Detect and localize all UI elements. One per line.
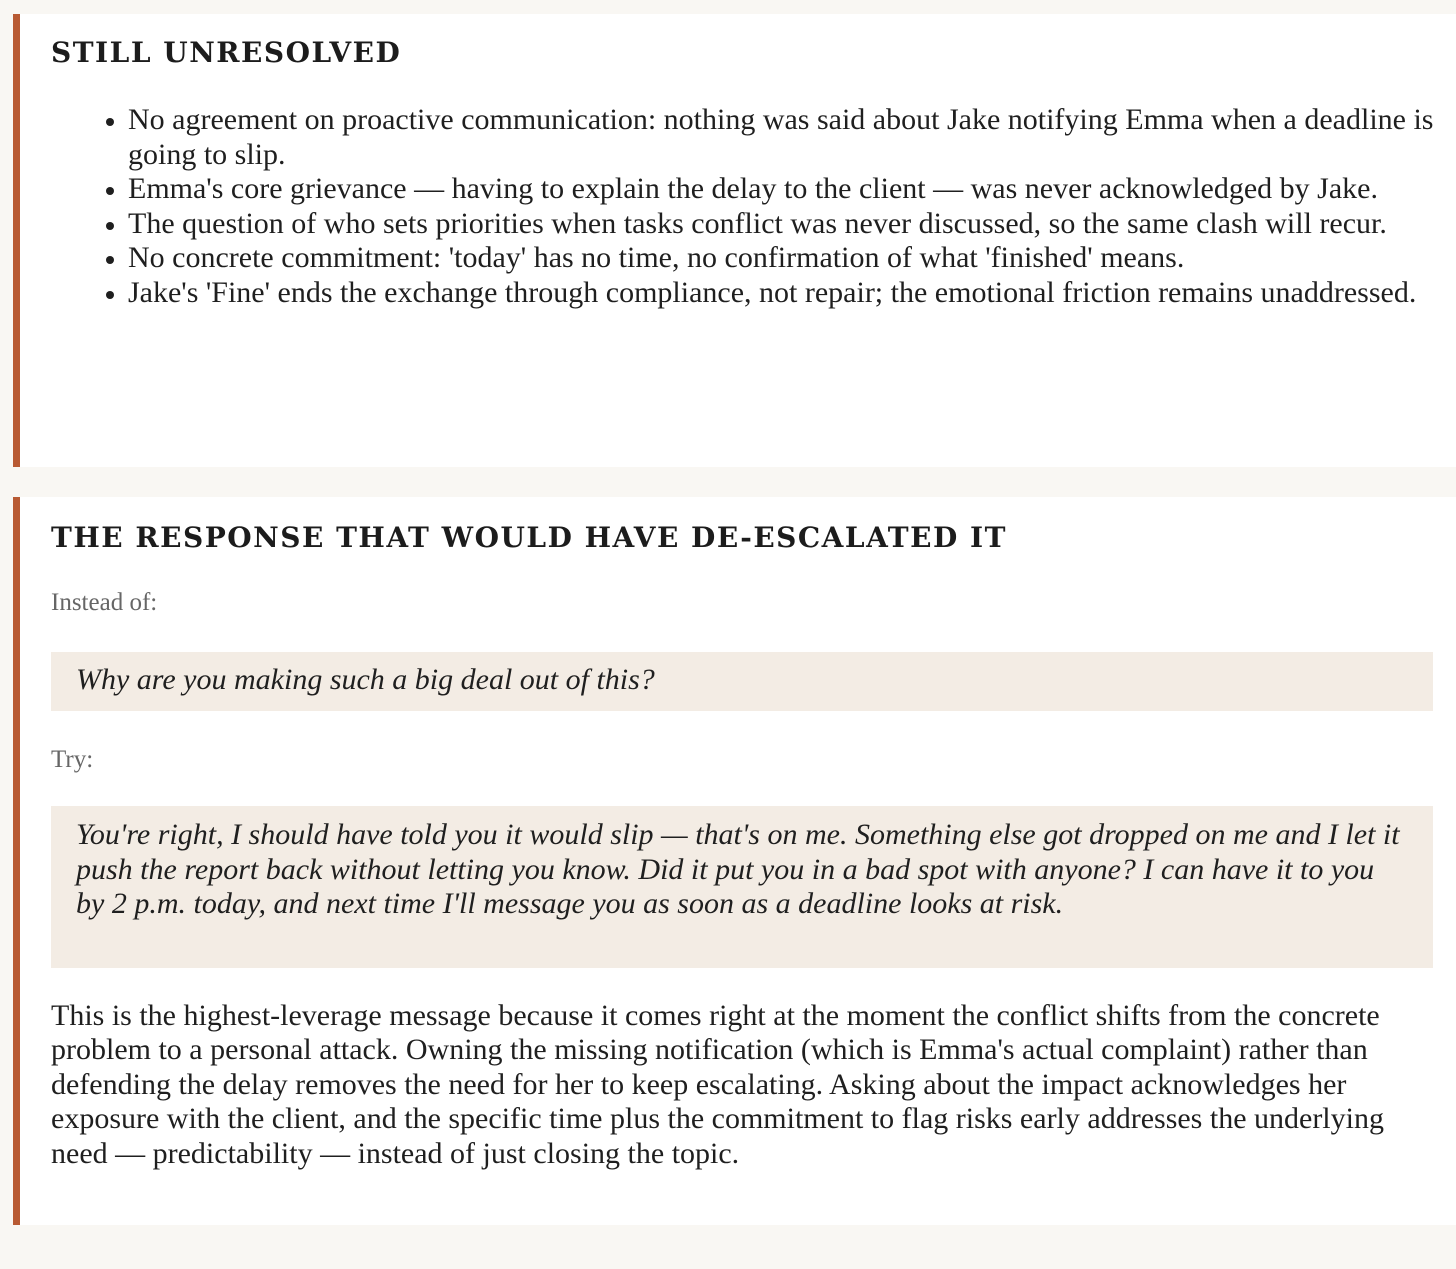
bullet-icon xyxy=(106,256,114,264)
list-item xyxy=(128,276,1438,311)
bullet-icon xyxy=(106,187,114,195)
list-item xyxy=(128,241,1438,276)
list-item-text: No concrete commitment: 'today' has no time, no confirmation of what 'finished' means. xyxy=(128,241,1185,274)
list-item xyxy=(128,103,1438,172)
list-item-text: Emma's core grievance — having to explain the delay to the client — was never acknowledged by Jake. xyxy=(128,172,1378,205)
bullet-icon xyxy=(106,222,114,230)
suggested-response-quote: You're right, I should have told you it would slip — that's on me. Something else got dropped on me and I let it push the report back without letting you know. Did it put you in a bad spot with anyone? I can have it to you by 2 p.m. today, and next time I'll message you as soon as a deadline looks at risk. xyxy=(51,806,1433,968)
list-item-text: The question of who sets priorities when tasks conflict was never discussed, so the same clash will recur. xyxy=(128,206,1387,240)
list-item xyxy=(128,207,1438,242)
bullet-icon xyxy=(106,118,114,126)
unresolved-issue-list xyxy=(128,103,1438,310)
original-message-quote: Why are you making such a big deal out of this? xyxy=(51,652,1433,711)
list-item-text: Jake's 'Fine' ends the exchange through compliance, not repair; the emotional friction remains unaddressed. xyxy=(128,275,1417,309)
list-item-text: No agreement on proactive communication: nothing was said about Jake notifying Emma when a deadline is going to slip. xyxy=(128,103,1434,171)
explanation-paragraph: This is the highest-leverage message because it comes right at the moment the conflict shifts from the concrete problem to a personal attack. Owning the missing notification (which is Emma's actual complaint) rather than defending the delay removes the need for her to keep escalating. Asking about the impact acknowledges her exposure with the client, and the specific time plus the commitment to flag risks early addresses the underlying need — predictability — instead of just closing the topic. xyxy=(51,999,1384,1170)
section-title-de-escalation: THE RESPONSE THAT WOULD HAVE DE-ESCALATED IT xyxy=(51,521,1007,554)
de-escalation-response-section xyxy=(13,497,1456,1225)
section-title-still-unresolved: STILL UNRESOLVED xyxy=(51,36,402,69)
list-item xyxy=(128,172,1438,207)
instead-of-label: Instead of: xyxy=(51,589,158,616)
still-unresolved-section xyxy=(13,14,1456,467)
bullet-icon xyxy=(106,291,114,299)
try-label: Try: xyxy=(51,746,94,773)
